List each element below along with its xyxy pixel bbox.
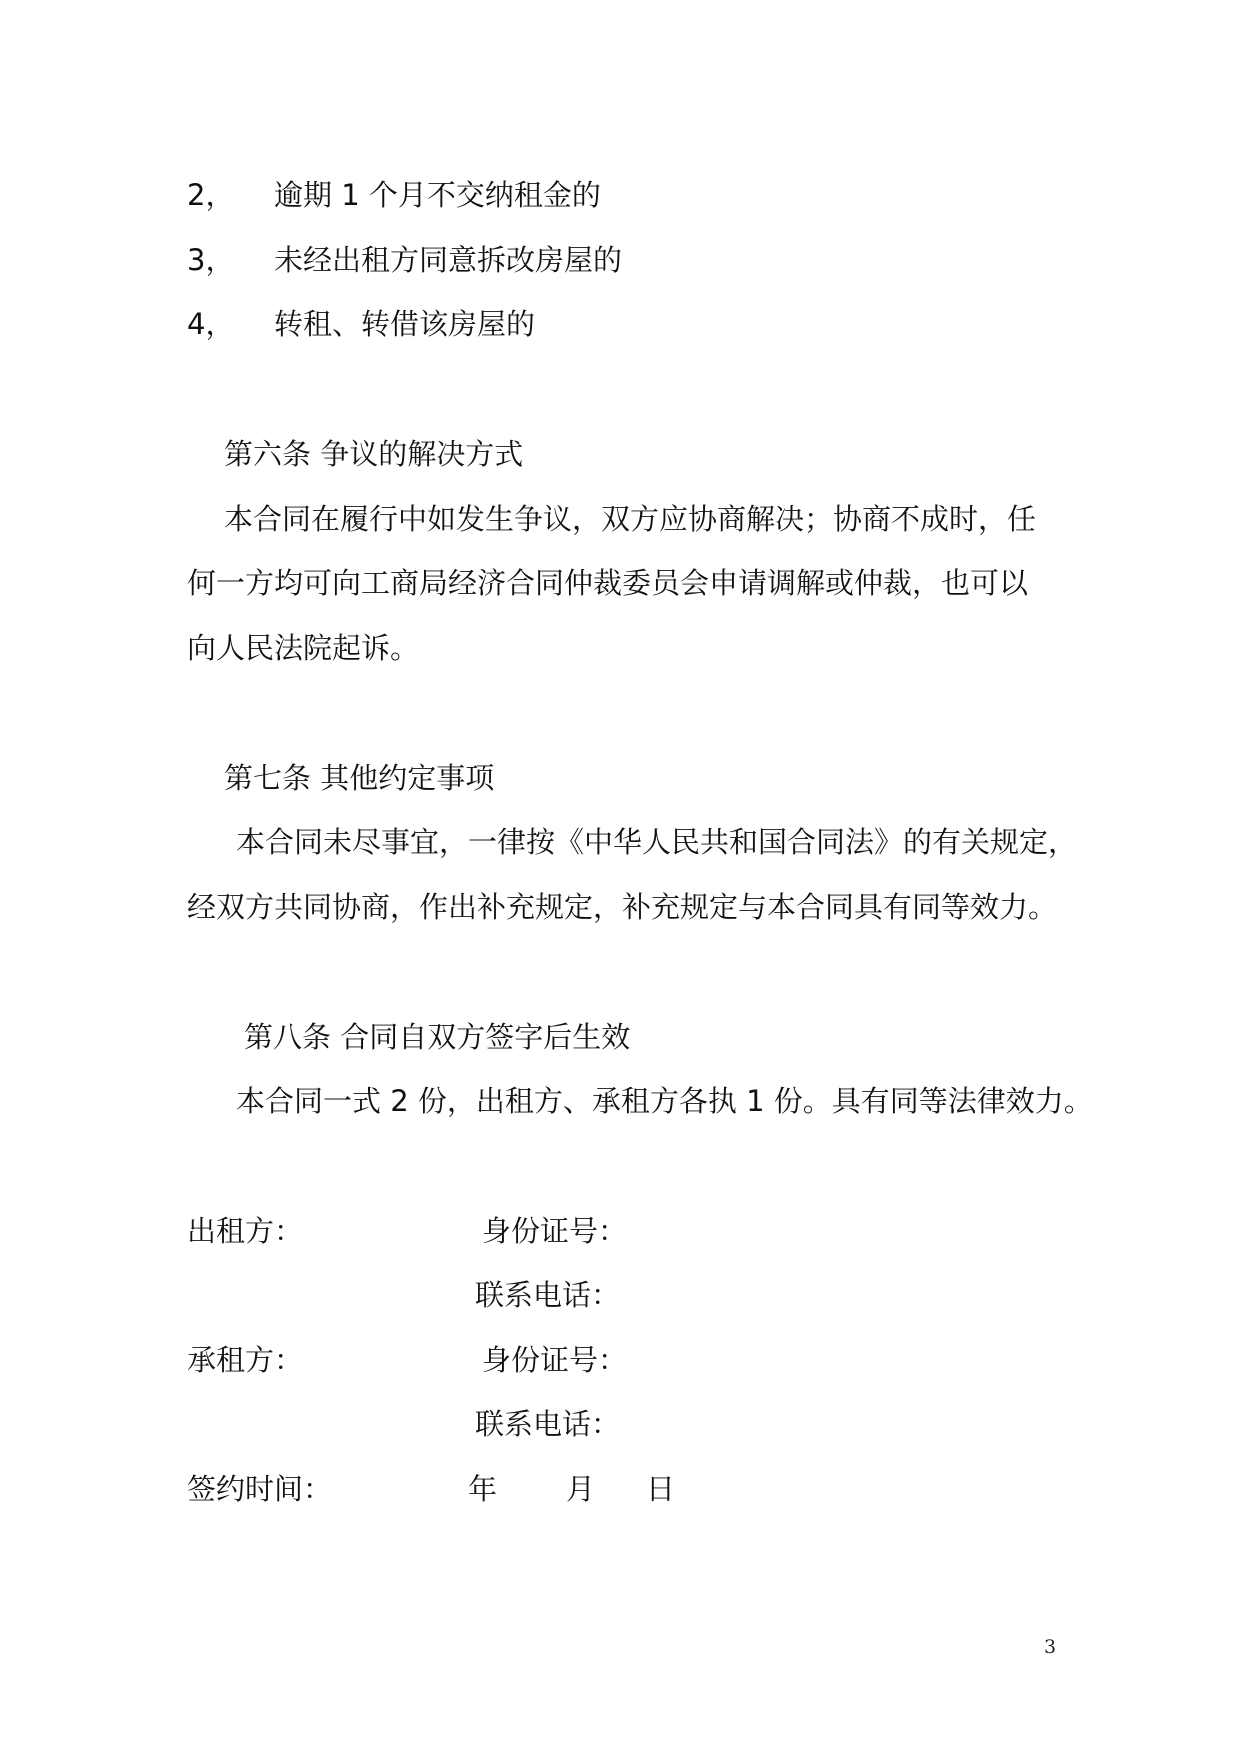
article8-line-1: 本合同一式 2 份，出租方、承租方各执 1 份。具有同等法律效力。 — [236, 1084, 1093, 1118]
article7-heading: 第七条 其他约定事项 — [224, 761, 495, 795]
page-number: 3 — [1044, 1636, 1057, 1658]
lessee-phone-label: 联系电话： — [475, 1407, 621, 1441]
lessor-label: 出租方： — [187, 1214, 304, 1248]
sign-date-label: 签约时间： — [187, 1472, 333, 1506]
lessee-label: 承租方： — [187, 1343, 304, 1377]
list-item-2-text: 逾期 1 个月不交纳租金的 — [274, 178, 601, 212]
lessor-phone-label: 联系电话： — [475, 1278, 621, 1312]
year-label: 年 — [468, 1472, 498, 1506]
lessor-id-label: 身份证号： — [482, 1214, 628, 1248]
list-item-number: 2， — [187, 178, 235, 212]
article8-heading: 第八条 合同自双方签字后生效 — [244, 1020, 631, 1054]
lessee-id-label: 身份证号： — [482, 1343, 628, 1377]
article6-line-3: 向人民法院起诉。 — [187, 631, 420, 665]
list-item-4 — [187, 307, 235, 341]
list-item-4-text: 转租、转借该房屋的 — [274, 307, 536, 341]
list-item-number: 3， — [187, 243, 235, 277]
list-item-3-text: 未经出租方同意拆改房屋的 — [274, 243, 623, 277]
article6-heading: 第六条 争议的解决方式 — [224, 437, 524, 471]
article7-line-2: 经双方共同协商，作出补充规定，补充规定与本合同具有同等效力。 — [187, 890, 1058, 924]
list-item-number: 4， — [187, 307, 235, 341]
article7-line-1: 本合同未尽事宜，一律按《中华人民共和国合同法》的有关规定， — [236, 825, 1078, 859]
list-item-3 — [187, 243, 235, 277]
article6-line-1: 本合同在履行中如发生争议，双方应协商解决；协商不成时，任 — [224, 502, 1037, 536]
article6-line-2: 何一方均可向工商局经济合同仲裁委员会申请调解或仲裁，也可以 — [187, 566, 1029, 600]
day-label: 日 — [646, 1472, 676, 1506]
list-item-2 — [187, 178, 235, 212]
month-label: 月 — [566, 1472, 596, 1506]
